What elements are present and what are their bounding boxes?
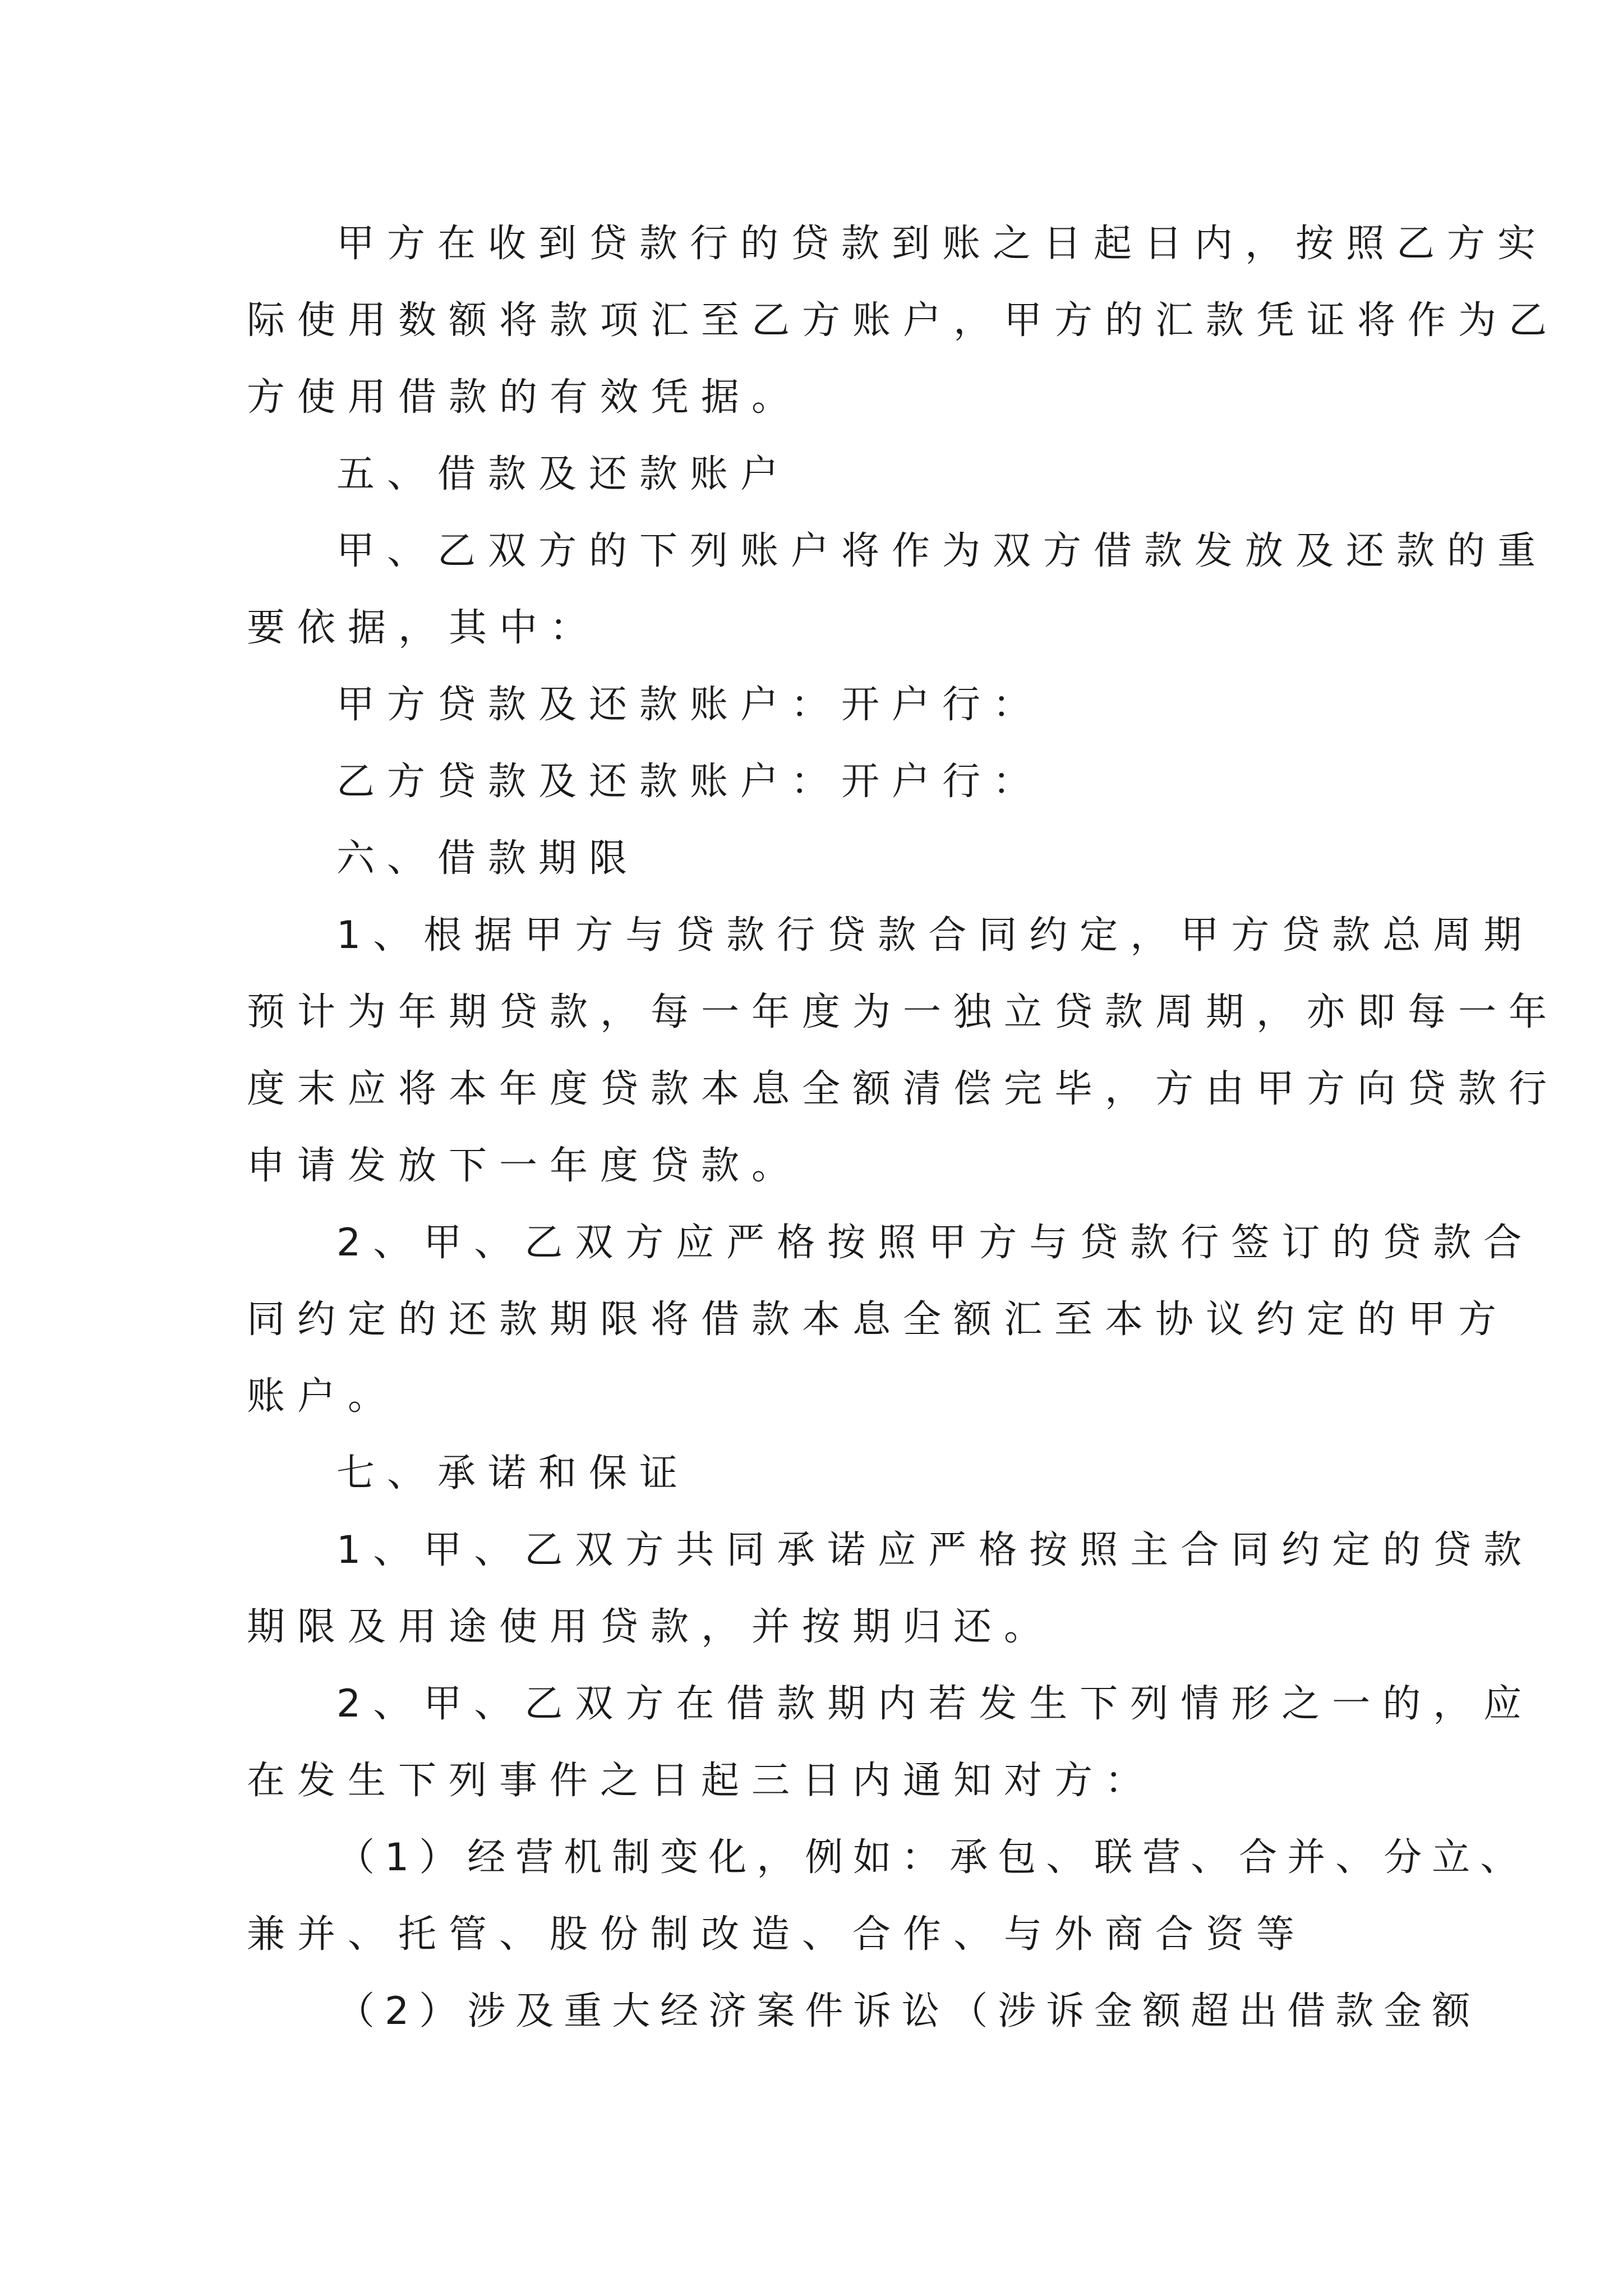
paragraph-line: 期限及用途使用贷款，并按期归还。 — [247, 1605, 1055, 1649]
section-heading: 七、承诺和保证 — [336, 1451, 690, 1496]
paragraph-line: 甲、乙双方的下列账户将作为双方借款发放及还款的重 — [336, 529, 1548, 573]
paragraph-line: 在发生下列事件之日起三日内通知对方： — [247, 1759, 1156, 1803]
account-line-party-a: 甲方贷款及还款账户：开户行： — [336, 683, 1044, 727]
paragraph-line: 方使用借款的有效凭据。 — [247, 375, 803, 420]
section-heading: 六、借款期限 — [336, 836, 640, 881]
account-line-party-b: 乙方贷款及还款账户：开户行： — [336, 760, 1044, 804]
paragraph-line: 甲方在收到贷款行的贷款到账之日起日内，按照乙方实 — [336, 222, 1548, 266]
paragraph-line: 要依据，其中： — [247, 606, 601, 650]
paragraph-line: 同约定的还款期限将借款本息全额汇至本协议约定的甲方 — [247, 1297, 1509, 1342]
list-item-1-continuation: 兼并、托管、股份制改造、合作、与外商合资等 — [247, 1912, 1307, 1957]
paragraph-line: 际使用数额将款项汇至乙方账户，甲方的汇款凭证将作为乙 — [247, 298, 1560, 343]
paragraph-line: 度末应将本年度贷款本息全额清偿完毕，方由甲方向贷款行 — [247, 1067, 1560, 1111]
paragraph-line: 2、甲、乙双方在借款期内若发生下列情形之一的，应 — [336, 1682, 1534, 1726]
list-item-2: （2）涉及重大经济案件诉讼（涉诉金额超出借款金额 — [336, 1989, 1481, 2033]
paragraph-line: 2、甲、乙双方应严格按照甲方与贷款行签订的贷款合 — [336, 1221, 1534, 1265]
list-item-1: （1）经营机制变化，例如：承包、联营、合并、分立、 — [336, 1835, 1529, 1880]
paragraph-line: 1、根据甲方与贷款行贷款合同约定，甲方贷款总周期 — [336, 913, 1534, 958]
paragraph-line: 账户。 — [247, 1374, 399, 1419]
paragraph-line: 1、甲、乙双方共同承诺应严格按照主合同约定的贷款 — [336, 1528, 1534, 1572]
paragraph-line: 申请发放下一年度贷款。 — [247, 1144, 803, 1188]
section-heading: 五、借款及还款账户 — [336, 452, 791, 496]
paragraph-line: 预计为年期贷款，每一年度为一独立贷款周期，亦即每一年 — [247, 990, 1560, 1034]
